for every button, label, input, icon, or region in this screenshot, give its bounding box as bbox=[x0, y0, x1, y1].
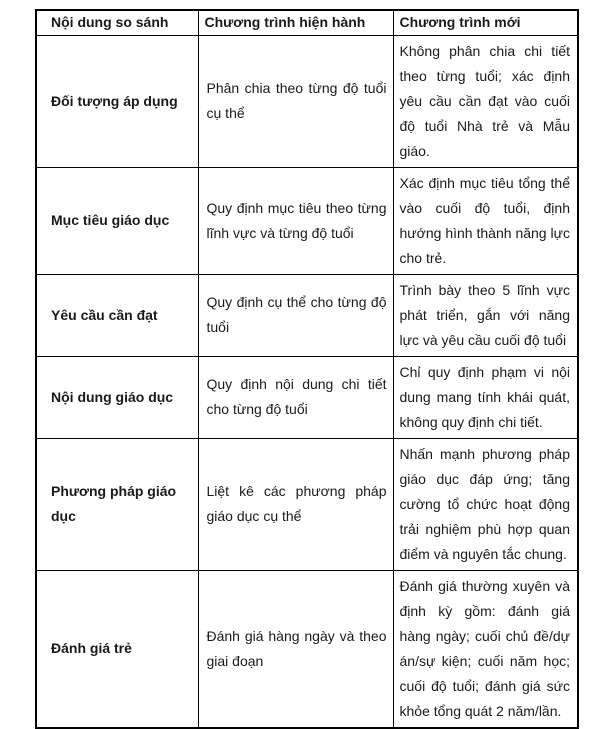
comparison-table bbox=[35, 9, 579, 729]
cell-current-program: Đánh giá hàng ngày và theo giai đoạn bbox=[198, 570, 393, 728]
column-header-new-program: Chương trình mới bbox=[393, 10, 578, 35]
cell-new-program: Chỉ quy định phạm vi nội dung mang tính khái quát, không quy định chi tiết. bbox=[393, 356, 578, 438]
table-row bbox=[36, 274, 578, 356]
column-header-criterion: Nội dung so sánh bbox=[36, 10, 198, 35]
header-row bbox=[36, 10, 578, 35]
cell-new-program: Không phân chia chi tiết theo từng tuổi; xác định yêu cầu cần đạt vào cuối độ tuổi Nhà trẻ và Mẫu giáo. bbox=[393, 35, 578, 167]
table-row bbox=[36, 570, 578, 728]
table-row bbox=[36, 35, 578, 167]
cell-criterion: Đánh giá trẻ bbox=[36, 570, 198, 728]
cell-new-program: Xác định mục tiêu tổng thể vào cuối độ tuổi, định hướng hình thành năng lực cho trẻ. bbox=[393, 167, 578, 274]
table-row bbox=[36, 438, 578, 570]
cell-criterion: Đối tượng áp dụng bbox=[36, 35, 198, 167]
cell-current-program: Quy định mục tiêu theo từng lĩnh vực và từng độ tuổi bbox=[198, 167, 393, 274]
cell-criterion: Yêu cầu cần đạt bbox=[36, 274, 198, 356]
table-row bbox=[36, 356, 578, 438]
cell-new-program: Nhấn mạnh phương pháp giáo dục đáp ứng; tăng cường tổ chức hoạt động trải nghiệm phù hợp quan điểm và nguyên tắc chung. bbox=[393, 438, 578, 570]
table-row bbox=[36, 167, 578, 274]
cell-current-program: Quy định cụ thể cho từng độ tuổi bbox=[198, 274, 393, 356]
cell-new-program: Trình bày theo 5 lĩnh vực phát triển, gắn với năng lực và yêu cầu cuối độ tuổi bbox=[393, 274, 578, 356]
column-header-current-program: Chương trình hiện hành bbox=[198, 10, 393, 35]
cell-criterion: Nội dung giáo dục bbox=[36, 356, 198, 438]
cell-current-program: Quy định nội dung chi tiết cho từng độ tuổi bbox=[198, 356, 393, 438]
cell-current-program: Phân chia theo từng độ tuổi cụ thể bbox=[198, 35, 393, 167]
cell-current-program: Liệt kê các phương pháp giáo dục cụ thể bbox=[198, 438, 393, 570]
cell-new-program: Đánh giá thường xuyên và định kỳ gồm: đánh giá hàng ngày; cuối chủ đề/dự án/sự kiện; cuối năm học; cuối độ tuổi; đánh giá sức khỏe tổng quát 2 năm/lần. bbox=[393, 570, 578, 728]
cell-criterion: Mục tiêu giáo dục bbox=[36, 167, 198, 274]
cell-criterion: Phương pháp giáo dục bbox=[36, 438, 198, 570]
